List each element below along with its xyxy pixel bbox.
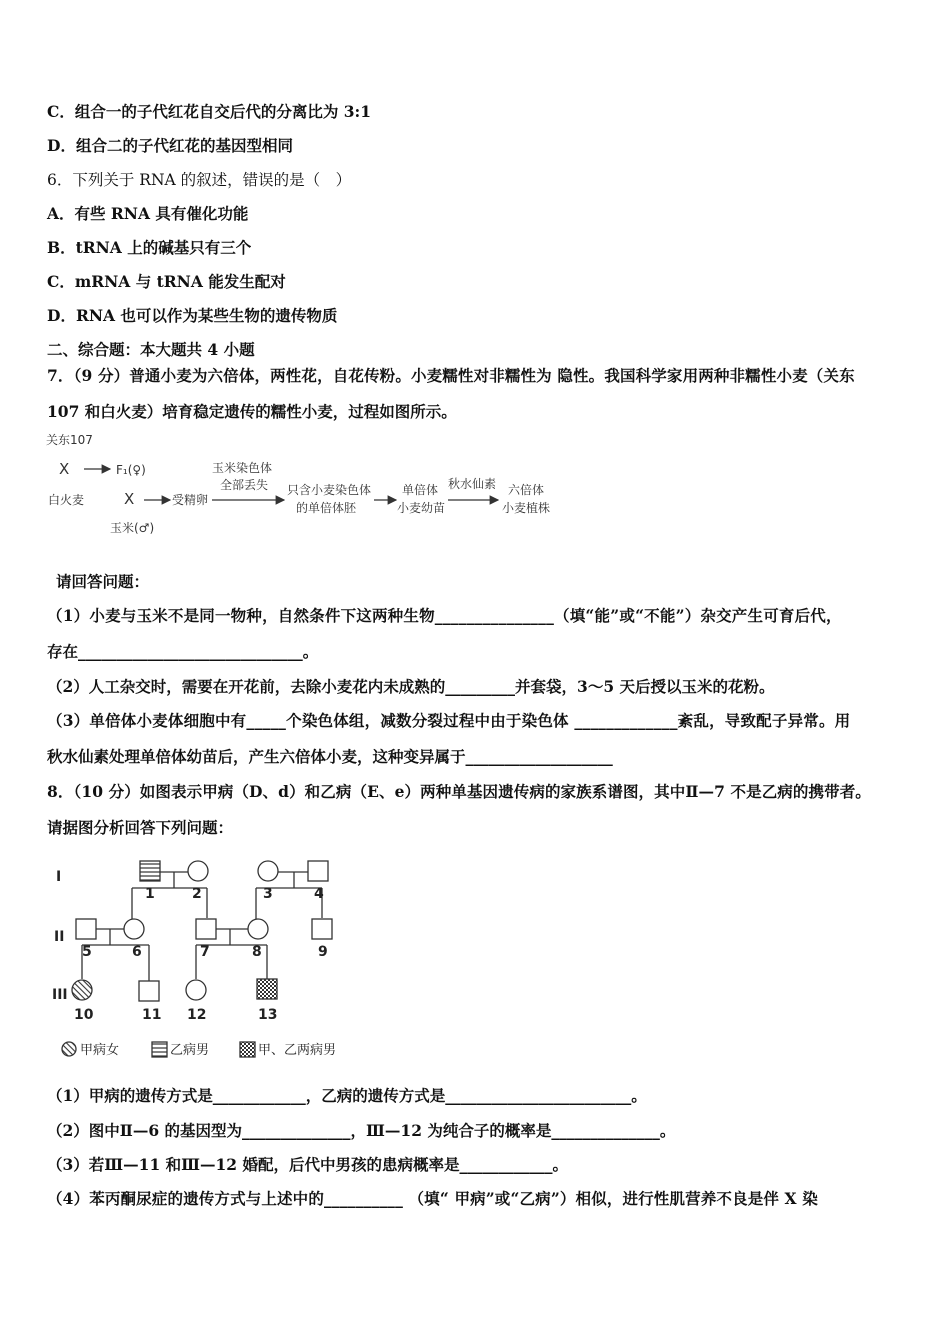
label-2: 2: [192, 886, 202, 902]
label-13: 13: [258, 1007, 278, 1023]
cross-symbol-2: X: [124, 490, 135, 508]
q6-option-d: D．RNA 也可以作为某些生物的遗传物质: [47, 306, 338, 325]
q8-stem-line2: 请据图分析回答下列问题：: [47, 818, 234, 837]
q5-option-d: D．组合二的子代红花的基因型相同: [47, 136, 293, 155]
plant-line1: 六倍体: [508, 483, 545, 497]
individual-II9: [312, 919, 332, 939]
label-11: 11: [142, 1007, 162, 1023]
legend-disease-b-male-icon: [152, 1042, 167, 1057]
label-12: 12: [187, 1007, 207, 1023]
generation-III: III: [52, 987, 68, 1003]
q8-part1: （1）甲病的遗传方式是____________，乙病的遗传方式是________________________。: [47, 1086, 647, 1105]
label-7: 7: [200, 944, 210, 960]
seedling-line1: 单倍体: [402, 483, 439, 497]
label-9: 9: [318, 944, 328, 960]
label-1: 1: [145, 886, 155, 902]
step-lose-corn-bottom: 全部丢失: [220, 478, 269, 492]
label-6: 6: [132, 944, 142, 960]
q8-stem-line1: 8．（10 分）如图表示甲病（D、d）和乙病（E、e）两种单基因遗传病的家族系谱图，其中Ⅱ—7 不是乙病的携带者。: [47, 782, 871, 801]
q8-part4: （4）苯丙酮尿症的遗传方式与上述中的__________ （填“ 甲病”或“乙病”）相似，进行性肌营养不良是伴 X 染: [47, 1189, 818, 1208]
legend-both-male: 甲、乙两病男: [258, 1043, 337, 1058]
generation-I: I: [56, 869, 62, 885]
embryo-line1: 只含小麦染色体: [287, 483, 372, 497]
breeding-process-diagram: [44, 428, 564, 548]
step-lose-corn-top: 玉米染色体: [212, 461, 273, 475]
individual-III12: [186, 980, 206, 1000]
parent-baihuomai: 白火麦: [48, 493, 85, 507]
section-heading: 二、综合题：本大题共 4 小题: [47, 340, 255, 359]
individual-I2: [188, 861, 208, 881]
label-5: 5: [82, 944, 92, 960]
q6-stem: 6．下列关于 RNA 的叙述，错误的是（ ）: [47, 171, 352, 189]
q7-stem-line2: 107 和白火麦）培育稳定遗传的糯性小麦，过程如图所示。: [47, 402, 457, 421]
label-8: 8: [252, 944, 262, 960]
individual-III13: [257, 979, 277, 999]
label-10: 10: [74, 1007, 94, 1023]
legend-disease-b-male: 乙病男: [170, 1043, 210, 1058]
cross-symbol: X: [59, 460, 70, 478]
q7-ask: 请回答问题：: [56, 572, 150, 591]
corn-male: 玉米(♂): [110, 521, 155, 535]
q6-option-a: A．有些 RNA 具有催化功能: [47, 204, 249, 223]
q7-part1-line2: 存在_____________________________。: [47, 642, 319, 661]
individual-I1: [140, 861, 160, 881]
step-colchicine: 秋水仙素: [448, 477, 497, 491]
q6-option-c: C．mRNA 与 tRNA 能发生配对: [47, 272, 286, 291]
parent-guandong: 关东107: [46, 433, 93, 447]
generation-II: II: [54, 929, 65, 945]
individual-II5: [76, 919, 96, 939]
zygote: 受精卵: [172, 493, 209, 507]
q5-option-c: C．组合一的子代红花自交后代的分离比为 3:1: [47, 102, 372, 121]
individual-II6: [124, 919, 144, 939]
individual-III10: [72, 980, 92, 1000]
legend-affected-female: 甲病女: [80, 1043, 120, 1058]
embryo-line2: 的单倍体胚: [296, 501, 357, 515]
q7-part3-line1: （3）单倍体小麦体细胞中有_____个染色体组，减数分裂过程中由于染色体 _____________紊乱，导致配子异常。用: [47, 711, 851, 730]
individual-III11: [139, 981, 159, 1001]
q7-part1-line1: （1）小麦与玉米不是同一物种，自然条件下这两种生物_______________（填“能”或“不能”）杂交产生可育后代，: [47, 606, 842, 625]
q6-option-b: B．tRNA 上的碱基只有三个: [47, 238, 252, 257]
individual-I4: [308, 861, 328, 881]
individual-II8: [248, 919, 268, 939]
q7-part3-line2: 秋水仙素处理单倍体幼苗后，产生六倍体小麦，这种变异属于___________________: [47, 747, 613, 766]
q7-part2: （2）人工杂交时，需要在开花前，去除小麦花内未成熟的_________并套袋，3～5 天后授以玉米的花粉。: [47, 677, 775, 696]
label-3: 3: [263, 886, 273, 902]
f1-female: F₁(♀): [116, 463, 146, 477]
legend-both-male-icon: [240, 1042, 255, 1057]
q8-part3: （3）若Ⅲ—11 和Ⅲ—12 婚配，后代中男孩的患病概率是____________。: [47, 1155, 568, 1174]
pedigree-chart: [44, 855, 384, 1065]
individual-I3: [258, 861, 278, 881]
plant-line2: 小麦植株: [502, 501, 551, 515]
seedling-line2: 小麦幼苗: [397, 501, 446, 515]
q7-stem-line1: 7．（9 分）普通小麦为六倍体，两性花，自花传粉。小麦糯性对非糯性为 隐性。我国科学家用两种非糯性小麦（关东: [47, 366, 855, 385]
q8-part2: （2）图中Ⅱ—6 的基因型为______________，Ⅲ—12 为纯合子的概率是______________。: [47, 1121, 676, 1140]
label-4: 4: [314, 886, 324, 902]
individual-II7: [196, 919, 216, 939]
legend-affected-female-icon: [62, 1042, 76, 1056]
